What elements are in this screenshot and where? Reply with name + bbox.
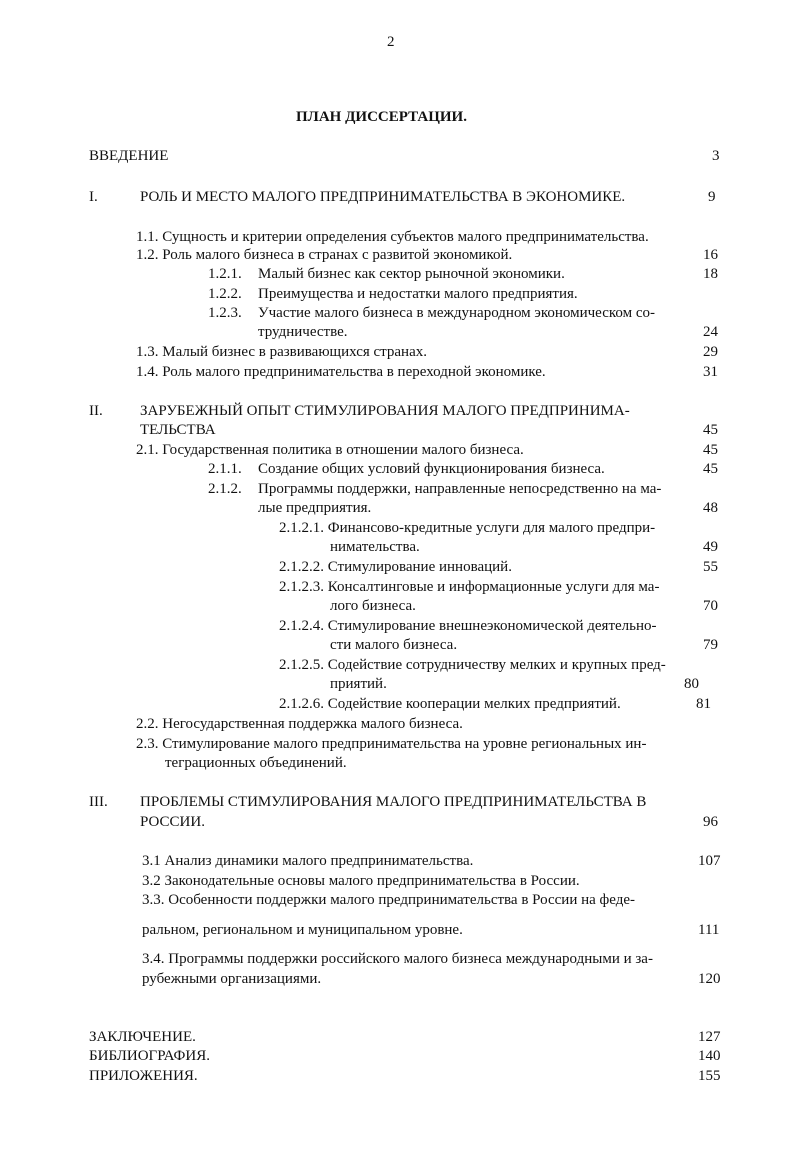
page-number: 2 [387, 34, 395, 50]
page-title: ПЛАН ДИССЕРТАЦИИ. [296, 109, 467, 125]
